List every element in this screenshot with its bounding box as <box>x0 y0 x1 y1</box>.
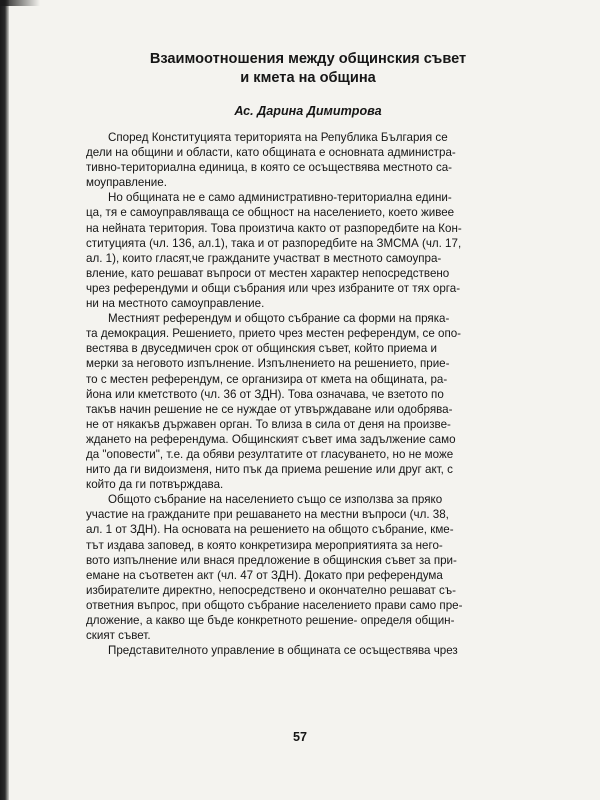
text-line: то с местен референдум, се организира от кмета на общината, ра- <box>86 372 448 386</box>
paragraph <box>86 190 530 311</box>
text-line: Представителното управление в общината се осъществява чрез <box>108 644 458 658</box>
text-line: ският съвет. <box>86 629 151 643</box>
title-line: Взаимоотношения между общинския съвет <box>149 51 467 67</box>
text-line: чрез референдуми и общи събрания или чрез избраните от тях орга- <box>86 281 461 295</box>
paragraph <box>86 130 530 190</box>
text-line: дложение, а какво ще бъде конкретното решение- определя общин- <box>86 614 455 627</box>
text-line: ал. 1), които гласят,че гражданите участват в местното самоупра- <box>86 251 442 265</box>
text-line: Местният референдум и общото събрание са форми на пряка- <box>108 312 450 326</box>
document-title <box>86 50 530 88</box>
text-line: Общото събрание на населението също се използва за пряко <box>108 493 443 507</box>
document-page <box>86 50 530 658</box>
text-line: ституцията (чл. 136, ал.1), така и от разпоредбите на ЗМСМА (чл. 17, <box>86 236 462 250</box>
text-line: не от някакъв държавен орган. То влиза в сила от деня на произве- <box>86 417 451 431</box>
text-line: избирателите директно, непосредствено и окончателно решават съ- <box>86 583 456 597</box>
text-line: ни на местното самоуправление. <box>86 297 265 311</box>
text-line: вестява в двуседмичен срок от общинския съвет, който приема и <box>86 342 437 356</box>
paragraph <box>86 311 530 492</box>
text-line: участие на гражданите при решаването на местни въпроси (чл. 38, <box>86 508 449 522</box>
text-line: мерки за неговото изпълнение. Изпълнението на решението, прие- <box>86 357 450 371</box>
text-line: нито да ги видоизменя, нито пък да приема решение или друг акт, с <box>86 463 453 477</box>
paragraph <box>86 643 530 658</box>
text-line: ждането на референдума. Общинският съвет има задължение само <box>86 432 456 446</box>
scan-shadow-top <box>0 0 40 6</box>
text-line: та демокрация. Решението, прието чрез местен референдум, се опо- <box>86 327 462 341</box>
text-line: ответния въпрос, при общото събрание населението прави само пре- <box>86 598 463 612</box>
text-line: тивно-териториална единица, в която се осъществява местното са- <box>86 161 453 175</box>
document-body <box>86 130 530 658</box>
text-line: който да ги потвърждава. <box>86 478 224 492</box>
text-line: вление, като решават въпроси от местен характер непосредствено <box>86 266 450 280</box>
author-name: Ас. Дарина Димитрова <box>234 104 382 118</box>
text-line: емане на съответен акт (чл. 47 от ЗДН). Докато при референдума <box>86 568 443 582</box>
text-line: такъв начин решение не се нуждае от утвърждаване или одобрява- <box>86 402 453 416</box>
text-line: ал. 1 от ЗДН). На основата на решението на общото събрание, кме- <box>86 523 454 537</box>
text-line: Но общината не е само административно-териториална едини- <box>108 191 452 205</box>
scan-shadow-left <box>0 0 9 800</box>
text-line: вото изпълнение или внася предложение в общинския съвет за при- <box>86 553 457 567</box>
text-line: тът издава заповед, в която конкретизира мероприятията за него- <box>86 538 443 552</box>
text-line: дели на общини и области, като общината е основната администра- <box>86 146 456 160</box>
text-line: да "оповести", т.е. да обяви резултатите от гласуването, но не може <box>86 447 454 461</box>
text-line: ца, тя е самоуправляваща се общност на населението, което живее <box>86 206 455 220</box>
text-line: йона или кметството (чл. 36 от ЗДН). Това означава, че взетото по <box>86 387 444 401</box>
text-line: на нейната територия. Това произтича както от разпоредбите на Кон- <box>86 221 462 235</box>
text-line: моуправление. <box>86 176 167 190</box>
paragraph <box>86 492 530 643</box>
title-line: и кмета на община <box>240 70 376 86</box>
text-line: Според Конституцията територията на Република България се <box>108 131 448 144</box>
page-number: 57 <box>292 730 307 744</box>
